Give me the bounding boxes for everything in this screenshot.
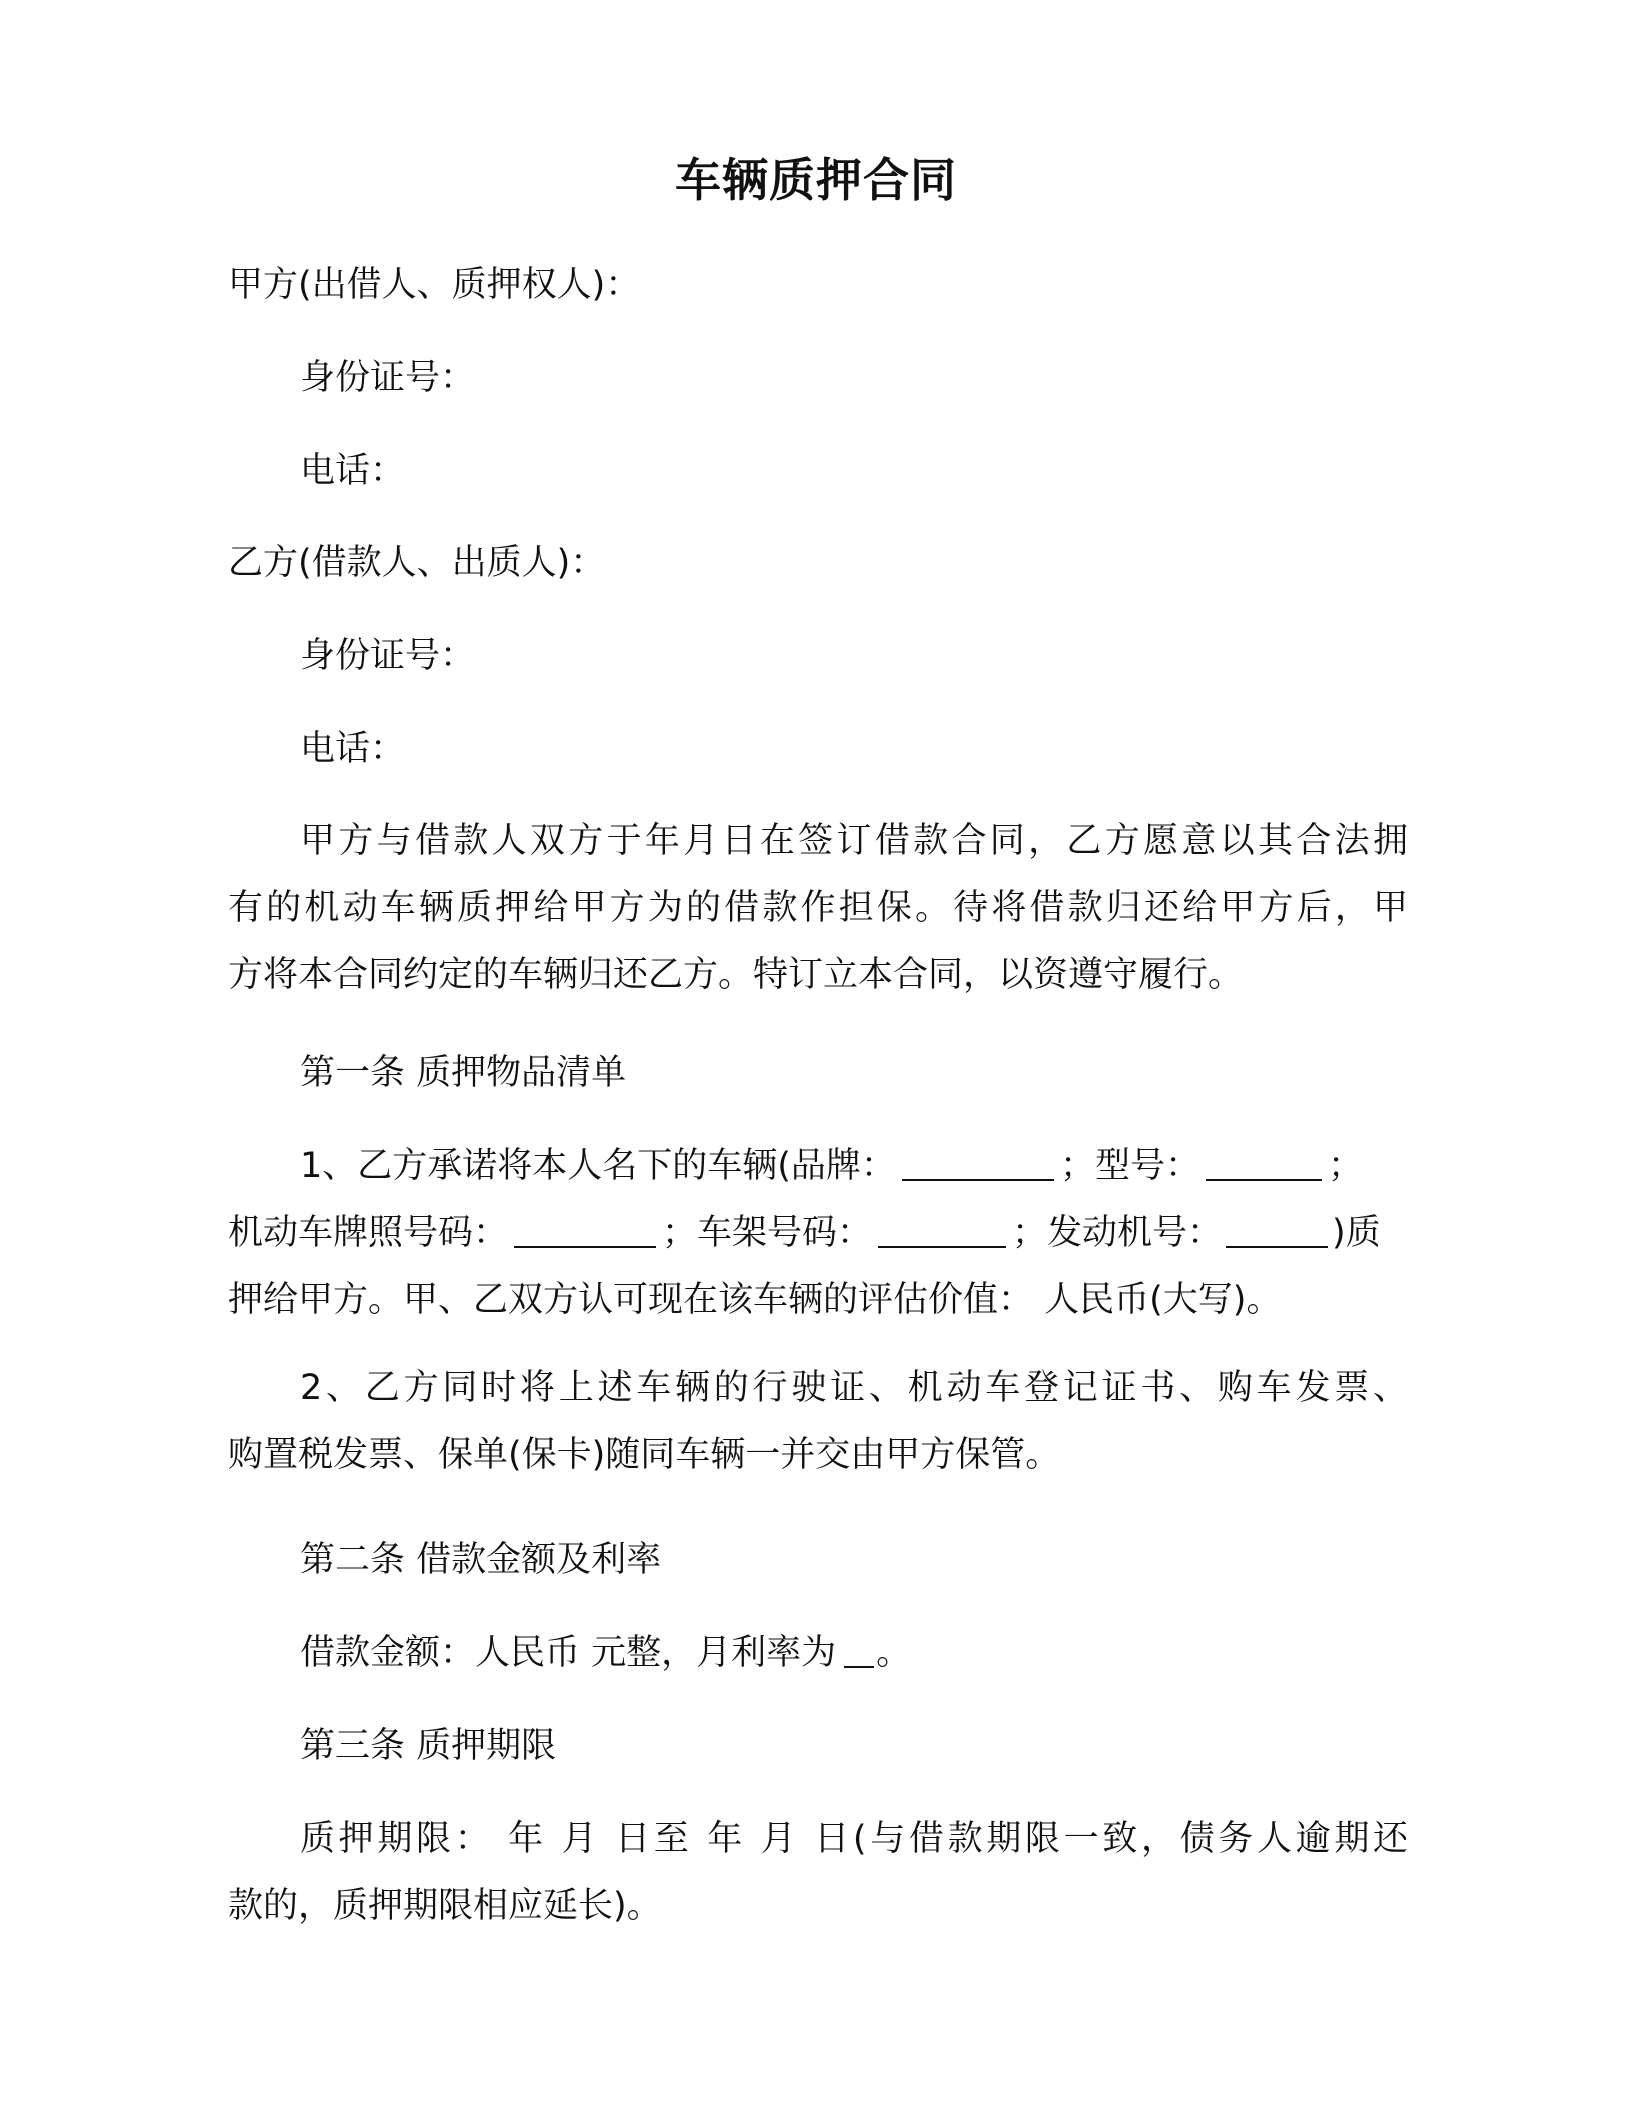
article-3-line-1: 质押期限： 年 月 日至 年 月 日(与借款期限一致，债务人逾期还 bbox=[300, 1819, 1408, 1859]
intro-line-1: 甲方与借款人双方于年月日在签订借款合同，乙方愿意以其合法拥 bbox=[300, 821, 1408, 861]
engine-number-label: ；发动机号： bbox=[1012, 1213, 1223, 1253]
item-1-brand-label: 1、乙方承诺将本人名下的车辆(品牌： bbox=[300, 1146, 896, 1186]
article-1-heading: 第一条 质押物品清单 bbox=[300, 1053, 627, 1093]
loan-amount-end: 。 bbox=[876, 1633, 912, 1673]
item-1-separator: ； bbox=[1327, 1146, 1363, 1186]
article-3-paragraph bbox=[228, 1806, 1408, 1940]
article-3-heading: 第三条 质押期限 bbox=[300, 1726, 557, 1766]
party-a-heading: 甲方(出借人、质押权人)： bbox=[228, 265, 641, 305]
plate-number-blank[interactable] bbox=[514, 1212, 656, 1248]
item-1-model-label: ；型号： bbox=[1059, 1146, 1200, 1186]
frame-number-label: ；车架号码： bbox=[662, 1213, 873, 1253]
article-1-item-2 bbox=[228, 1355, 1408, 1489]
engine-number-blank[interactable] bbox=[1226, 1212, 1328, 1248]
item-2-line-1: 2、乙方同时将上述车辆的行驶证、机动车登记证书、购车发票、 bbox=[300, 1368, 1408, 1408]
party-a-phone-label: 电话： bbox=[300, 451, 406, 491]
article-1-item-1-line-2 bbox=[228, 1210, 1408, 1256]
article-3-line-2: 款的，质押期限相应延长)。 bbox=[228, 1886, 662, 1926]
intro-line-3: 方将本合同约定的车辆归还乙方。特订立本合同，以资遵守履行。 bbox=[228, 955, 1244, 995]
model-blank[interactable] bbox=[1206, 1145, 1322, 1181]
article-1-item-1-line-1 bbox=[300, 1143, 1480, 1189]
item-1-line-2-end: )质 bbox=[1332, 1213, 1381, 1253]
party-b-id-label: 身份证号： bbox=[300, 636, 476, 676]
document-title: 车辆质押合同 bbox=[675, 153, 957, 207]
loan-amount-line bbox=[300, 1630, 1480, 1676]
party-b-phone-label: 电话： bbox=[300, 729, 406, 769]
interest-rate-blank[interactable] bbox=[844, 1632, 874, 1668]
article-1-item-1-line-3: 押给甲方。甲、乙双方认可现在该车辆的评估价值： 人民币(大写)。 bbox=[228, 1280, 1282, 1320]
item-2-line-2: 购置税发票、保单(保卡)随同车辆一并交由甲方保管。 bbox=[228, 1435, 1061, 1475]
frame-number-blank[interactable] bbox=[878, 1212, 1006, 1248]
article-2-heading: 第二条 借款金额及利率 bbox=[300, 1540, 662, 1580]
intro-paragraph bbox=[228, 808, 1408, 1009]
brand-blank[interactable] bbox=[902, 1145, 1054, 1181]
intro-line-2: 有的机动车辆质押给甲方为的借款作担保。待将借款归还给甲方后，甲 bbox=[228, 888, 1408, 928]
plate-number-label: 机动车牌照号码： bbox=[228, 1213, 509, 1253]
loan-amount-text: 借款金额：人民币 元整，月利率为 bbox=[300, 1633, 837, 1673]
party-b-heading: 乙方(借款人、出质人)： bbox=[228, 543, 606, 583]
party-a-id-label: 身份证号： bbox=[300, 358, 476, 398]
